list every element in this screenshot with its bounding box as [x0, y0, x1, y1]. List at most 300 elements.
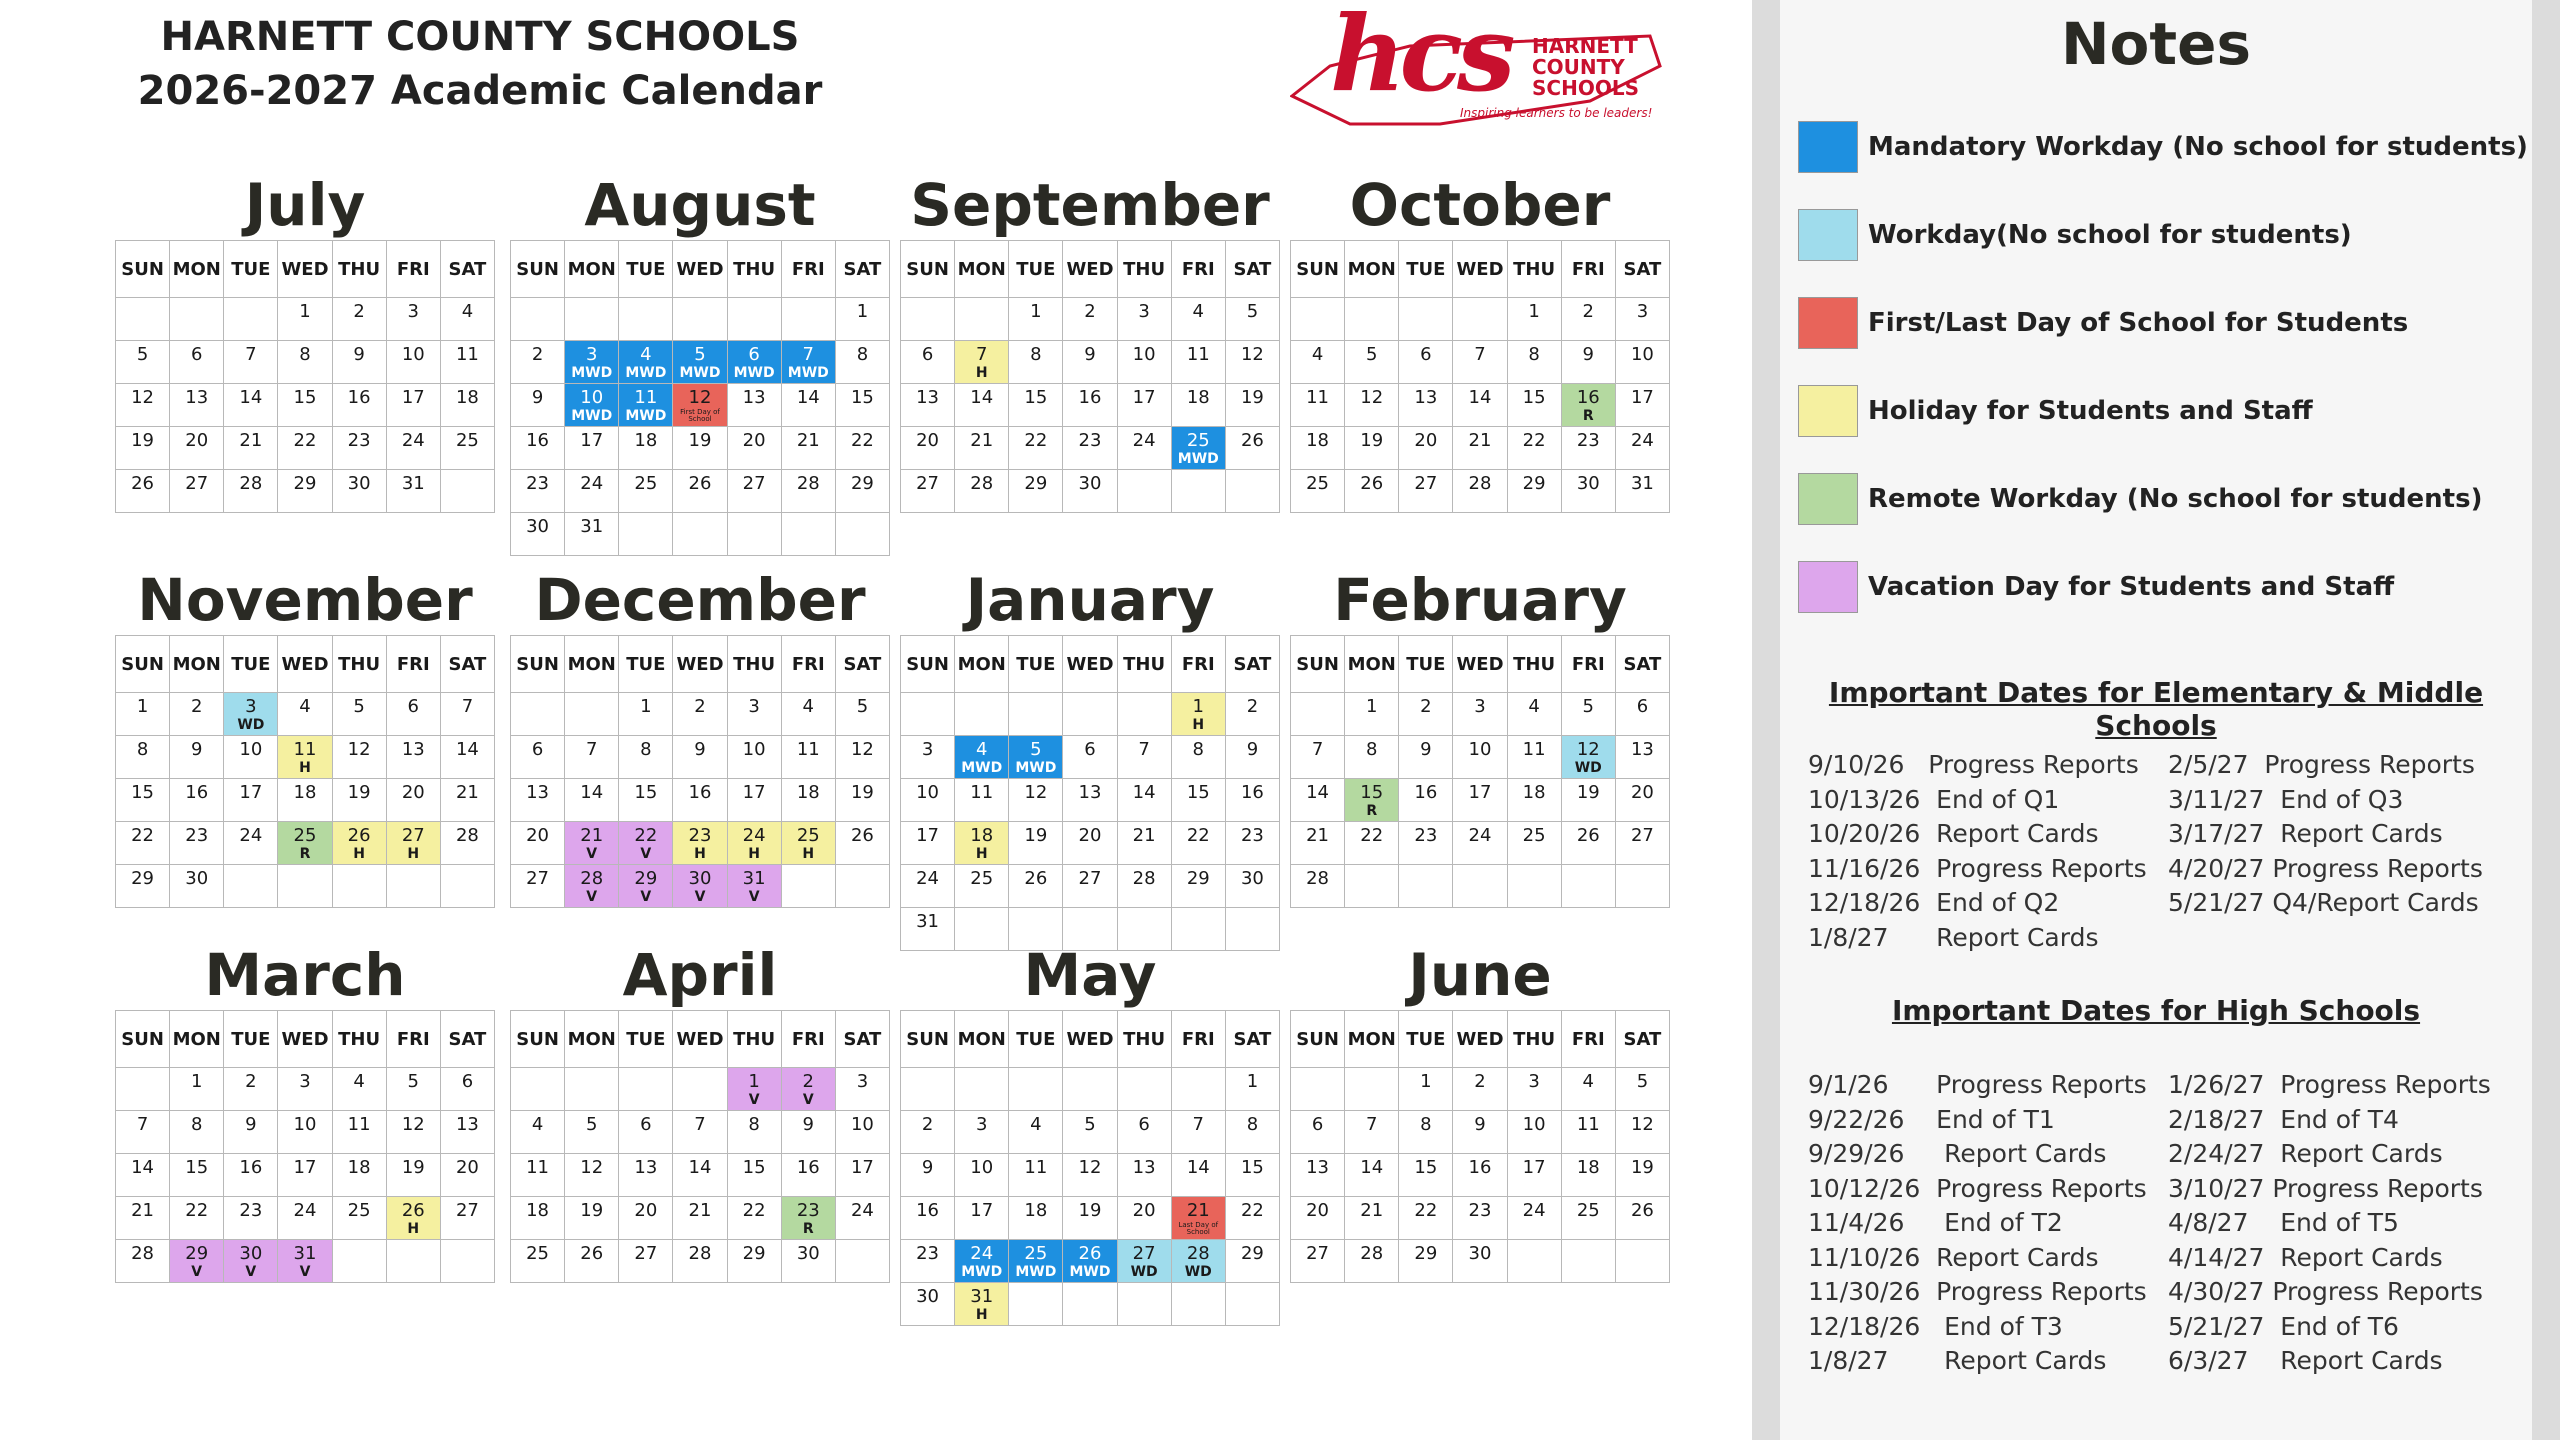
day-cell	[440, 1197, 494, 1240]
day-cell	[673, 341, 727, 384]
day-cell	[332, 736, 386, 779]
day-cell	[1345, 1240, 1399, 1283]
important-date: 2/24/27 Report Cards	[2168, 1139, 2443, 1168]
day-number: 3	[1528, 1071, 1540, 1092]
day-cell	[619, 384, 673, 427]
day-number: 15	[185, 1157, 209, 1178]
day-number: 7	[1192, 1114, 1204, 1135]
day-cell	[1507, 693, 1561, 736]
day-cell	[1615, 341, 1669, 384]
empty-cell	[224, 865, 278, 908]
day-cell	[170, 1111, 224, 1154]
day-number: 17	[916, 825, 940, 846]
day-number: 24	[293, 1200, 317, 1221]
day-number: 18	[347, 1157, 371, 1178]
day-cell	[1225, 1111, 1279, 1154]
day-cell	[278, 470, 332, 513]
day-number: 6	[190, 344, 203, 365]
day-header: SAT	[1225, 1011, 1279, 1068]
day-cell	[727, 1154, 781, 1197]
day-cell	[116, 1111, 170, 1154]
day-header: TUE	[1009, 241, 1063, 298]
day-header: WED	[673, 1011, 727, 1068]
day-number: 17	[1468, 782, 1492, 803]
day-code: V	[802, 1092, 814, 1108]
day-number: 1	[1420, 1071, 1432, 1092]
month-title: January	[965, 566, 1215, 634]
day-cell	[1063, 779, 1117, 822]
day-number: 2	[190, 696, 203, 717]
day-cell	[1171, 779, 1225, 822]
day-cell	[440, 1111, 494, 1154]
day-number: 20	[1306, 1200, 1330, 1221]
day-cell	[511, 1197, 565, 1240]
day-cell	[386, 1068, 440, 1111]
day-number: 28	[580, 868, 604, 889]
day-number: 5	[1582, 696, 1594, 717]
day-cell	[1453, 779, 1507, 822]
day-number: 24	[1522, 1200, 1546, 1221]
day-number: 22	[1240, 1200, 1264, 1221]
month-august	[510, 170, 890, 556]
day-number: 2	[1084, 301, 1096, 322]
empty-cell	[1291, 298, 1345, 341]
day-cell	[1345, 693, 1399, 736]
day-number: 8	[1365, 739, 1378, 760]
day-cell	[781, 1197, 835, 1240]
day-code: MWD	[787, 365, 829, 381]
day-number: 10	[580, 387, 604, 408]
day-number: 14	[131, 1157, 155, 1178]
day-number: 26	[131, 473, 155, 494]
day-cell	[1507, 1111, 1561, 1154]
day-cell	[901, 1154, 955, 1197]
day-number: 14	[1132, 782, 1156, 803]
day-number: 7	[694, 1114, 706, 1135]
important-date: 3/10/27 Progress Reports	[2168, 1173, 2483, 1203]
day-code: R	[1582, 408, 1594, 424]
empty-cell	[170, 298, 224, 341]
important-date: 2/18/27 End of T4	[2168, 1104, 2399, 1134]
day-cell	[224, 693, 278, 736]
day-number: 20	[401, 782, 425, 803]
day-number: 16	[185, 782, 209, 803]
day-number: 3	[585, 344, 598, 365]
day-code: H	[353, 846, 365, 862]
day-cell	[386, 1111, 440, 1154]
day-number: 6	[1138, 1114, 1150, 1135]
day-cell	[835, 736, 889, 779]
important-date: 4/20/27 Progress Reports	[2168, 853, 2483, 883]
important-date: 11/16/26 Progress Reports	[1808, 853, 2147, 883]
day-code: Last Day of School	[1178, 1221, 1219, 1236]
day-number: 16	[796, 1157, 820, 1178]
day-cell	[1399, 384, 1453, 427]
day-number: 10	[1132, 344, 1156, 365]
important-date: 3/17/27 Report Cards	[2168, 819, 2443, 848]
day-cell	[901, 1283, 955, 1326]
day-cell	[1225, 736, 1279, 779]
day-cell	[1009, 779, 1063, 822]
day-cell	[1117, 1197, 1171, 1240]
month-title: December	[534, 566, 866, 634]
day-code: MWD	[625, 365, 667, 381]
day-number: 3	[299, 1071, 311, 1092]
day-cell	[955, 1111, 1009, 1154]
day-number: 1	[1246, 1071, 1259, 1092]
day-cell	[1345, 1197, 1399, 1240]
day-number: 14	[688, 1157, 712, 1178]
empty-cell	[835, 513, 889, 556]
day-number: 23	[1414, 825, 1438, 846]
day-cell	[1345, 779, 1399, 822]
day-number: 26	[580, 1243, 604, 1264]
day-cell	[1171, 1197, 1225, 1240]
day-cell	[1615, 736, 1669, 779]
day-cell	[781, 779, 835, 822]
day-number: 13	[1630, 739, 1654, 760]
day-cell	[1291, 384, 1345, 427]
day-header: MON	[1345, 636, 1399, 693]
day-number: 26	[1024, 868, 1048, 889]
day-number: 11	[796, 739, 820, 760]
legend-swatch	[1798, 297, 1858, 349]
day-cell	[1399, 470, 1453, 513]
day-cell	[116, 736, 170, 779]
day-number: 27	[455, 1200, 479, 1221]
empty-cell	[673, 1068, 727, 1111]
day-cell	[1345, 1154, 1399, 1197]
day-number: 9	[1246, 739, 1259, 760]
day-cell	[1225, 384, 1279, 427]
important-date: 11/30/26 Progress Reports	[1808, 1277, 2147, 1306]
day-number: 25	[634, 473, 658, 494]
month-february	[1290, 565, 1670, 908]
day-cell	[1291, 736, 1345, 779]
day-number: 23	[526, 473, 550, 494]
day-number: 21	[131, 1200, 155, 1221]
day-number: 15	[1414, 1157, 1438, 1178]
month-table	[900, 240, 1280, 513]
month-march	[115, 940, 495, 1283]
day-number: 3	[1636, 301, 1649, 322]
day-number: 17	[580, 430, 604, 451]
empty-cell	[1561, 1240, 1615, 1283]
day-number: 4	[1030, 1114, 1042, 1135]
day-number: 3	[245, 696, 257, 717]
day-number: 7	[1138, 739, 1150, 760]
day-number: 1	[1030, 301, 1042, 322]
day-number: 10	[916, 782, 940, 803]
day-number: 26	[1240, 430, 1264, 451]
day-cell	[332, 384, 386, 427]
empty-cell	[1009, 693, 1063, 736]
day-header: MON	[565, 241, 619, 298]
day-cell	[278, 298, 332, 341]
empty-cell	[1507, 1240, 1561, 1283]
day-cell	[1009, 341, 1063, 384]
day-cell	[1063, 298, 1117, 341]
day-cell	[511, 865, 565, 908]
day-header: MON	[955, 636, 1009, 693]
important-date	[2168, 921, 2528, 956]
day-number: 1	[1528, 301, 1540, 322]
empty-cell	[332, 865, 386, 908]
day-header: MON	[955, 1011, 1009, 1068]
day-number: 21	[1468, 430, 1492, 451]
day-header: THU	[727, 241, 781, 298]
day-header: TUE	[1399, 241, 1453, 298]
day-number: 28	[796, 473, 820, 494]
day-number: 18	[1522, 782, 1546, 803]
day-number: 11	[293, 739, 317, 760]
day-cell	[565, 779, 619, 822]
day-number: 24	[970, 1243, 994, 1264]
day-header: SUN	[901, 1011, 955, 1068]
day-number: 16	[1576, 387, 1600, 408]
day-number: 21	[455, 782, 479, 803]
day-cell	[511, 822, 565, 865]
notes-sidebar	[1752, 0, 2560, 1440]
day-number: 17	[742, 782, 766, 803]
day-header: THU	[332, 1011, 386, 1068]
day-cell	[1009, 822, 1063, 865]
day-cell	[901, 865, 955, 908]
day-cell	[1063, 822, 1117, 865]
day-cell	[565, 1154, 619, 1197]
day-number: 2	[921, 1114, 934, 1135]
day-cell	[386, 470, 440, 513]
day-header: WED	[278, 1011, 332, 1068]
day-cell	[1009, 1197, 1063, 1240]
day-number: 25	[1024, 1243, 1048, 1264]
day-number: 1	[640, 696, 652, 717]
day-cell	[727, 779, 781, 822]
day-cell	[781, 693, 835, 736]
day-cell	[332, 341, 386, 384]
day-cell	[1063, 1154, 1117, 1197]
day-cell	[116, 1240, 170, 1283]
month-title: May	[1023, 941, 1157, 1009]
day-header: TUE	[224, 636, 278, 693]
empty-cell	[1345, 298, 1399, 341]
day-number: 5	[585, 1114, 598, 1135]
day-number: 7	[136, 1114, 149, 1135]
day-cell	[901, 1197, 955, 1240]
day-number: 23	[239, 1200, 263, 1221]
day-cell	[1561, 298, 1615, 341]
day-code: H	[748, 846, 760, 862]
day-code: MWD	[961, 760, 1003, 776]
day-number: 2	[1420, 696, 1432, 717]
day-cell	[1171, 865, 1225, 908]
day-cell	[1561, 693, 1615, 736]
day-cell	[901, 341, 955, 384]
month-september	[900, 170, 1280, 513]
day-cell	[1507, 1154, 1561, 1197]
empty-cell	[116, 298, 170, 341]
day-cell	[781, 341, 835, 384]
day-header: TUE	[619, 241, 673, 298]
important-date: 1/8/27 Report Cards	[1808, 1346, 2107, 1375]
day-code: H	[407, 846, 420, 862]
day-cell	[565, 736, 619, 779]
day-header: SAT	[835, 241, 889, 298]
day-number: 6	[640, 1114, 652, 1135]
day-cell	[727, 693, 781, 736]
day-number: 24	[742, 825, 766, 846]
legend-label: Vacation Day for Students and Staff	[1868, 572, 2395, 602]
important-date-row	[1808, 1275, 2528, 1310]
day-header: WED	[673, 636, 727, 693]
day-number: 26	[401, 1200, 425, 1221]
day-header: MON	[565, 1011, 619, 1068]
day-number: 12	[347, 739, 371, 760]
day-cell	[1225, 1197, 1279, 1240]
empty-cell	[1117, 1283, 1171, 1326]
day-cell	[781, 822, 835, 865]
day-cell	[901, 427, 955, 470]
day-cell	[386, 736, 440, 779]
day-number: 7	[1474, 344, 1486, 365]
day-number: 9	[1420, 739, 1432, 760]
day-header: SAT	[440, 636, 494, 693]
day-number: 9	[531, 387, 544, 408]
day-cell	[901, 384, 955, 427]
day-number: 1	[190, 1071, 203, 1092]
day-number: 12	[850, 739, 874, 760]
day-number: 20	[526, 825, 550, 846]
day-number: 29	[293, 473, 317, 494]
day-cell	[1507, 384, 1561, 427]
day-number: 29	[131, 868, 155, 889]
day-cell	[224, 822, 278, 865]
day-number: 10	[1522, 1114, 1546, 1135]
day-number: 19	[1240, 387, 1264, 408]
day-cell	[440, 1068, 494, 1111]
day-number: 10	[1468, 739, 1492, 760]
day-number: 4	[1528, 696, 1540, 717]
month-title: September	[910, 171, 1270, 239]
empty-cell	[1453, 865, 1507, 908]
day-number: 12	[1630, 1114, 1654, 1135]
month-table	[900, 635, 1280, 951]
day-cell	[1171, 384, 1225, 427]
day-header: SAT	[1615, 1011, 1669, 1068]
day-header: SAT	[1225, 241, 1279, 298]
day-cell	[1615, 693, 1669, 736]
empty-cell	[1291, 1068, 1345, 1111]
day-cell	[224, 470, 278, 513]
day-cell	[1453, 427, 1507, 470]
day-number: 20	[916, 430, 940, 451]
important-date: 1/26/27 Progress Reports	[2168, 1070, 2491, 1099]
legend-swatch	[1798, 121, 1858, 173]
day-number: 22	[131, 825, 155, 846]
day-cell	[1117, 1111, 1171, 1154]
day-code: First Day of School	[680, 408, 720, 423]
empty-cell	[901, 1068, 955, 1111]
day-code: H	[407, 1221, 420, 1237]
day-number: 21	[580, 825, 604, 846]
day-number: 21	[1306, 825, 1330, 846]
day-cell	[835, 341, 889, 384]
legend-item-rem	[1798, 472, 2482, 526]
day-number: 22	[1360, 825, 1384, 846]
day-header: MON	[1345, 1011, 1399, 1068]
day-number: 27	[1078, 868, 1102, 889]
day-number: 18	[1024, 1200, 1048, 1221]
day-number: 16	[1240, 782, 1264, 803]
day-number: 14	[1306, 782, 1330, 803]
day-number: 31	[401, 473, 425, 494]
important-date: 9/29/26 Report Cards	[1808, 1139, 2107, 1168]
day-number: 8	[1030, 344, 1042, 365]
day-number: 4	[531, 1114, 544, 1135]
day-cell	[1171, 1240, 1225, 1283]
day-header: FRI	[781, 636, 835, 693]
day-number: 15	[293, 387, 317, 408]
day-number: 13	[916, 387, 940, 408]
day-cell	[332, 1111, 386, 1154]
day-number: 17	[970, 1200, 994, 1221]
important-date: 9/22/26 End of T1	[1808, 1104, 2055, 1134]
day-cell	[835, 1111, 889, 1154]
day-number: 8	[1246, 1114, 1259, 1135]
empty-cell	[955, 298, 1009, 341]
empty-cell	[1615, 865, 1669, 908]
day-number: 9	[1474, 1114, 1486, 1135]
day-number: 9	[1582, 344, 1594, 365]
important-date-row	[1808, 1344, 2528, 1379]
day-number: 4	[1311, 344, 1324, 365]
empty-cell	[116, 1068, 170, 1111]
empty-cell	[565, 298, 619, 341]
day-number: 9	[245, 1114, 257, 1135]
day-number: 12	[1576, 739, 1600, 760]
empty-cell	[955, 1068, 1009, 1111]
day-cell	[511, 779, 565, 822]
day-number: 21	[1360, 1200, 1384, 1221]
month-title: October	[1349, 171, 1611, 239]
day-number: 8	[1420, 1114, 1432, 1135]
day-header: FRI	[1561, 1011, 1615, 1068]
day-number: 18	[970, 825, 994, 846]
day-number: 20	[1078, 825, 1102, 846]
day-number: 21	[239, 430, 263, 451]
high-school-dates-title: Important Dates for High Schools	[1891, 994, 2421, 1027]
calendar-title: 2026-2027 Academic Calendar	[137, 68, 823, 114]
legend-label: Remote Workday (No school for students)	[1868, 484, 2483, 514]
day-number: 4	[1192, 301, 1204, 322]
day-number: 13	[1078, 782, 1102, 803]
day-cell	[1225, 865, 1279, 908]
day-cell	[1453, 693, 1507, 736]
day-number: 31	[580, 516, 604, 537]
legend-swatch	[1798, 385, 1858, 437]
legend-label: Holiday for Students and Staff	[1868, 396, 2313, 426]
day-cell	[170, 1068, 224, 1111]
day-cell	[955, 1240, 1009, 1283]
day-cell	[1507, 736, 1561, 779]
day-cell	[1171, 298, 1225, 341]
empty-cell	[727, 513, 781, 556]
day-cell	[1561, 822, 1615, 865]
day-header: THU	[1507, 636, 1561, 693]
day-cell	[511, 1240, 565, 1283]
legend-label: Workday(No school for students)	[1868, 220, 2352, 250]
day-cell	[1561, 384, 1615, 427]
